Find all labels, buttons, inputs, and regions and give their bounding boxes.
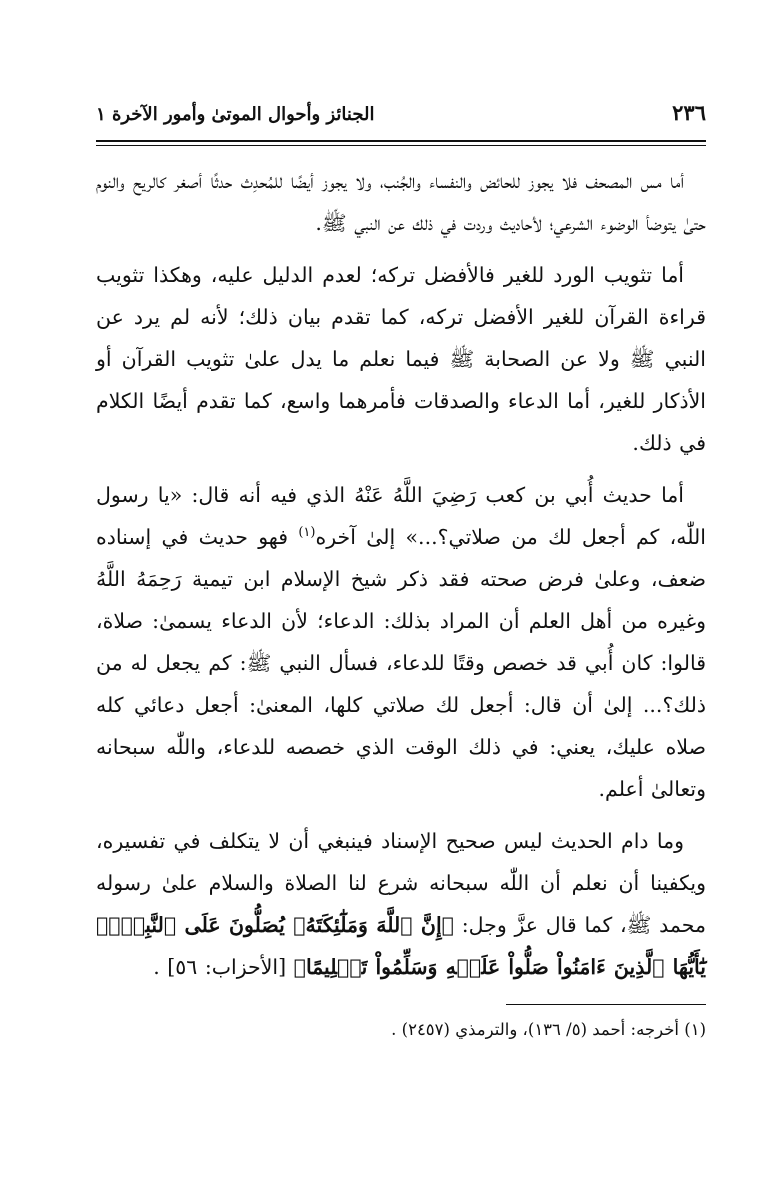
page-number: ٢٣٦ bbox=[672, 100, 706, 125]
running-title: الجنائز وأحوال الموتىٰ وأمور الآخرة ١ bbox=[96, 104, 375, 125]
paragraph-3-text-b: فهو حديث في إسناده ضعف، وعلىٰ فرض صحته فقد ذكر شيخ الإسلام ابن تيمية رَحِمَهُ اللَّهُ وغيره من أهل العلم أن المراد بذلك: الدعاء؛ لأن الدعاء يسمىٰ: صلاة، قالوا: كان أُبي قد خصص وقتًا للدعاء، فسأل النبي ﷺ: كم يجعل له من ذلك؟... إلىٰ أن قال: أجعل لك صلاتي كلها، المعنىٰ: أجعل دعائي كله صلاه عليك، يعني: في ذلك الوقت الذي خصصه للدعاء، واللّٰه سبحانه وتعالىٰ أعلم. bbox=[96, 525, 706, 801]
page bbox=[96, 100, 706, 1045]
page-header bbox=[96, 100, 706, 136]
paragraph-4-text-a: وما دام الحديث ليس صحيح الإسناد فينبغي أن لا يتكلف في تفسيره، ويكفينا أن نعلم أن اللّٰه سبحانه شرع لنا الصلاة والسلام علىٰ رسوله محمد ﷺ، كما قال عزَّ وجل: bbox=[96, 829, 706, 937]
header-rule-thick bbox=[96, 140, 706, 142]
footnote: (١) أخرجه: أحمد (٥/ ١٣٦)، والترمذي (٢٤٥٧) . bbox=[391, 1020, 706, 1039]
paragraph-1: أما مس المصحف فلا يجوز للحائض والنفساء والجُنب، ولا يجوز أيضًا للمُحدِث حدثًا أصغر كالريح والنوم حتىٰ يتوضأ الوضوء الشرعي؛ لأحاديث وردت في ذلك عن النبي ﷺ. bbox=[96, 169, 706, 235]
quran-verse: ﴿إِنَّ ٱللَّهَ وَمَلَٰٓئِكَتَهُۥ يُصَلُّونَ عَلَى ٱلنَّبِيِّۚ يَٰٓأَيُّهَا ٱلَّذِينَ ءَامَنُواْ صَلُّواْ عَلَيۡهِ وَسَلِّمُواْ تَسۡلِيمًا﴾ bbox=[96, 913, 706, 979]
footnote-reference: (١) bbox=[298, 525, 316, 541]
header-rule-thin bbox=[96, 145, 706, 146]
footnote-separator bbox=[506, 1004, 706, 1005]
paragraph-3-text-a: أما حديث أُبي بن كعب رَضِيَ اللَّهُ عَنْهُ الذي فيه أنه قال: «يا رسول اللّٰه، كم أجعل لك من صلاتي؟...» إلىٰ آخره bbox=[96, 483, 706, 549]
quran-citation: [الأحزاب: ٥٦] . bbox=[153, 955, 294, 979]
paragraph-4 bbox=[96, 820, 706, 988]
paragraph-2: أما تثويب الورد للغير فالأفضل تركه؛ لعدم الدليل عليه، وهكذا تثويب قراءة القرآن للغير الأفضل تركه، كما تقدم بيان ذلك؛ لأنه لم يرد عن النبي ﷺ ولا عن الصحابة ﷺ فيما نعلم ما يدل علىٰ تثويب القرآن أو الأذكار للغير، أما الدعاء والصدقات فأمرهما واسع، كما تقدم أيضًا الكلام في ذلك. bbox=[96, 263, 706, 455]
paragraph-3 bbox=[96, 474, 706, 810]
